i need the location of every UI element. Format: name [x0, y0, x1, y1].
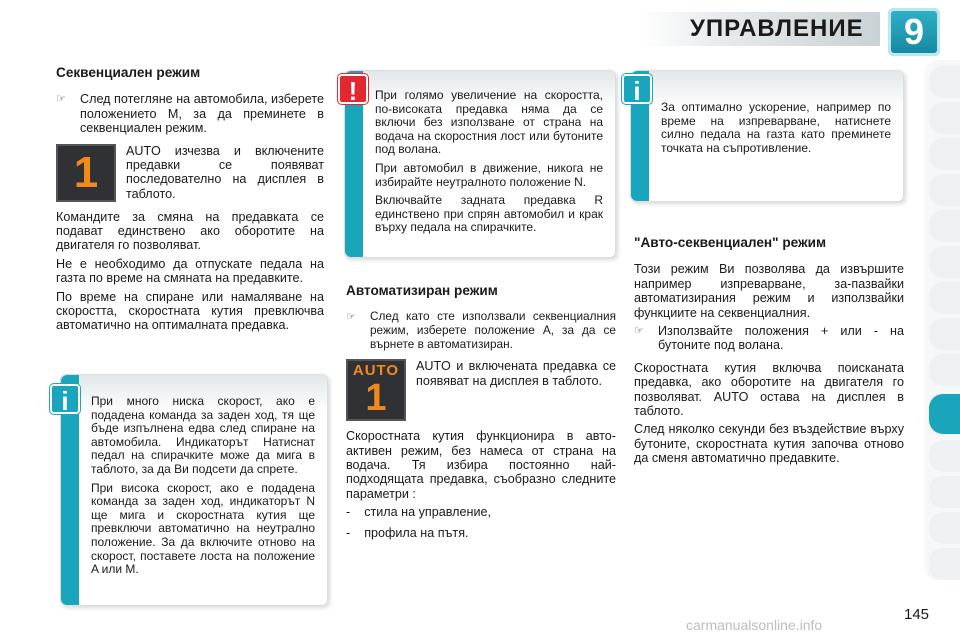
pointer-icon: ☞: [346, 311, 356, 324]
side-tab[interactable]: [929, 512, 960, 544]
gear-display-block: [346, 359, 616, 421]
gear-display-image: [56, 144, 116, 202]
note-paragraph: При автомобил в движение, никога не избирайте неутралното положение N.: [375, 160, 603, 189]
note-paragraph: За оптимално ускорение, например по време на изпреварване, натиснете силно педала на газта като преминете точката на съпротивление.: [661, 100, 891, 155]
info-icon: i: [622, 74, 652, 104]
note-paragraph: Включвайте задната предавка R единствено при спрян автомобил и крак върху педала на спирачките.: [375, 193, 603, 235]
dash-marker: -: [346, 505, 351, 520]
bullet-text: След като сте използвали секвенциалния режим, изберете положение A, за да се върнете в автоматизиран.: [370, 309, 616, 351]
pointer-icon: ☞: [634, 325, 644, 338]
list-item-text: стила на управление,: [364, 505, 491, 520]
warning-icon: !: [338, 74, 368, 104]
section-heading: Автоматизиран режим: [346, 283, 498, 298]
instruction-bullet: [56, 92, 324, 135]
side-tab[interactable]: [929, 318, 960, 350]
side-tab[interactable]: [929, 174, 960, 206]
info-note-box: [60, 374, 328, 606]
chapter-number-badge: 9: [888, 8, 940, 56]
side-tab[interactable]: [929, 476, 960, 508]
right-column: [634, 236, 904, 470]
note-body: [661, 101, 891, 160]
instruction-bullet: [634, 324, 904, 353]
gear-display-text: AUTO изчезва и включените предавки се появяват последователно на дисплея в таблото.: [126, 143, 324, 201]
bullet-text: Използвайте положения + или - на бутоните под волана.: [658, 324, 904, 353]
warning-note-box: [344, 70, 616, 258]
list-item: [346, 505, 616, 519]
watermark: carmanualsonline.info: [686, 617, 823, 633]
paragraph: След няколко секунди без въздействие върху бутоните, скоростната кутия започва отново да сменя автоматично предавките.: [634, 422, 904, 466]
pointer-icon: ☞: [56, 93, 66, 106]
instruction-bullet: [346, 310, 616, 351]
side-tab[interactable]: [929, 66, 960, 98]
side-tab[interactable]: [929, 102, 960, 134]
paragraph: Скоростната кутия включва поисканата предавка, ако оборотите на двигателя го позволяват. AUTO остава на дисплея в таблото.: [634, 360, 904, 419]
side-tab[interactable]: [929, 246, 960, 278]
paragraph: Командите за смяна на предавката се подават единствено ако оборотите на двигателя го позволяват.: [56, 209, 324, 253]
note-paragraph: При голямо увеличение на скоростта, по-високата предавка няма да се включи без използване от страна на водача на скоростния лост или бутоните под волана.: [375, 88, 603, 157]
note-body: [375, 89, 603, 240]
gear-display-text: AUTO и включената предавка се появяват на дисплея в таблото.: [416, 359, 616, 388]
paragraph: По време на спиране или намаляване на скоростта, скоростната кутия превключва автоматично на оптималната предавка.: [56, 289, 324, 333]
chapter-title: УПРАВЛЕНИЕ: [690, 15, 864, 42]
list-item-text: профила на пътя.: [364, 525, 469, 540]
side-tab-active[interactable]: [929, 394, 960, 434]
paragraph: Скоростната кутия функционира в авто-активен режим, без намеса от страна на водача. Тя избира постоянно най-подходящата предавка, съобразно следните параметри :: [346, 429, 616, 501]
side-tab[interactable]: [929, 282, 960, 314]
paragraph: Този режим Ви позволява да извършите например изпреварване, за-пазвайки автоматизирания режим и използвайки функциите на секвенциалния.: [634, 262, 904, 320]
note-paragraph: При много ниска скорост, ако е подадена команда за заден ход, тя ще бъде изпълнена едва след спиране на автомобила. Индикаторът Натиснат педал на спирачките може да мига в таблото, за да Ви подсети да спрете.: [91, 394, 315, 476]
info-note-box: [630, 70, 904, 202]
paragraph: Не е необходимо да отпускате педала на газта по време на смяната на предавките.: [56, 256, 324, 286]
section-heading: "Авто-секвенциален" режим: [634, 235, 827, 250]
gear-display-block: [56, 144, 324, 202]
side-tab[interactable]: [929, 138, 960, 170]
list-item: [346, 526, 616, 540]
middle-column: [346, 284, 616, 546]
gear-digit: 1: [365, 376, 387, 419]
note-paragraph: При висока скорост, ако е подадена команда за заден ход, индикаторът N ще мига и скоростната кутия ще превключи автоматично на неутрално положение. За да включите отново на скорост, поставете лоста на положение A или M.: [91, 480, 315, 577]
section-heading: Секвенциален режим: [56, 65, 201, 80]
side-tab[interactable]: [929, 210, 960, 242]
info-icon: i: [50, 384, 80, 414]
side-tab[interactable]: [929, 440, 960, 472]
side-tab[interactable]: [929, 354, 960, 386]
side-tab[interactable]: [929, 548, 960, 580]
gear-display-image: [346, 359, 406, 421]
gear-digit: 1: [73, 147, 99, 197]
gear-auto-label: AUTO: [352, 361, 400, 379]
left-column: [56, 66, 324, 337]
page-number: 145: [904, 606, 930, 623]
dash-marker: -: [346, 525, 351, 540]
bullet-text: След потегляне на автомобила, изберете положението M, за да преминете в секвенциален режим.: [80, 92, 324, 136]
note-body: [91, 395, 315, 582]
